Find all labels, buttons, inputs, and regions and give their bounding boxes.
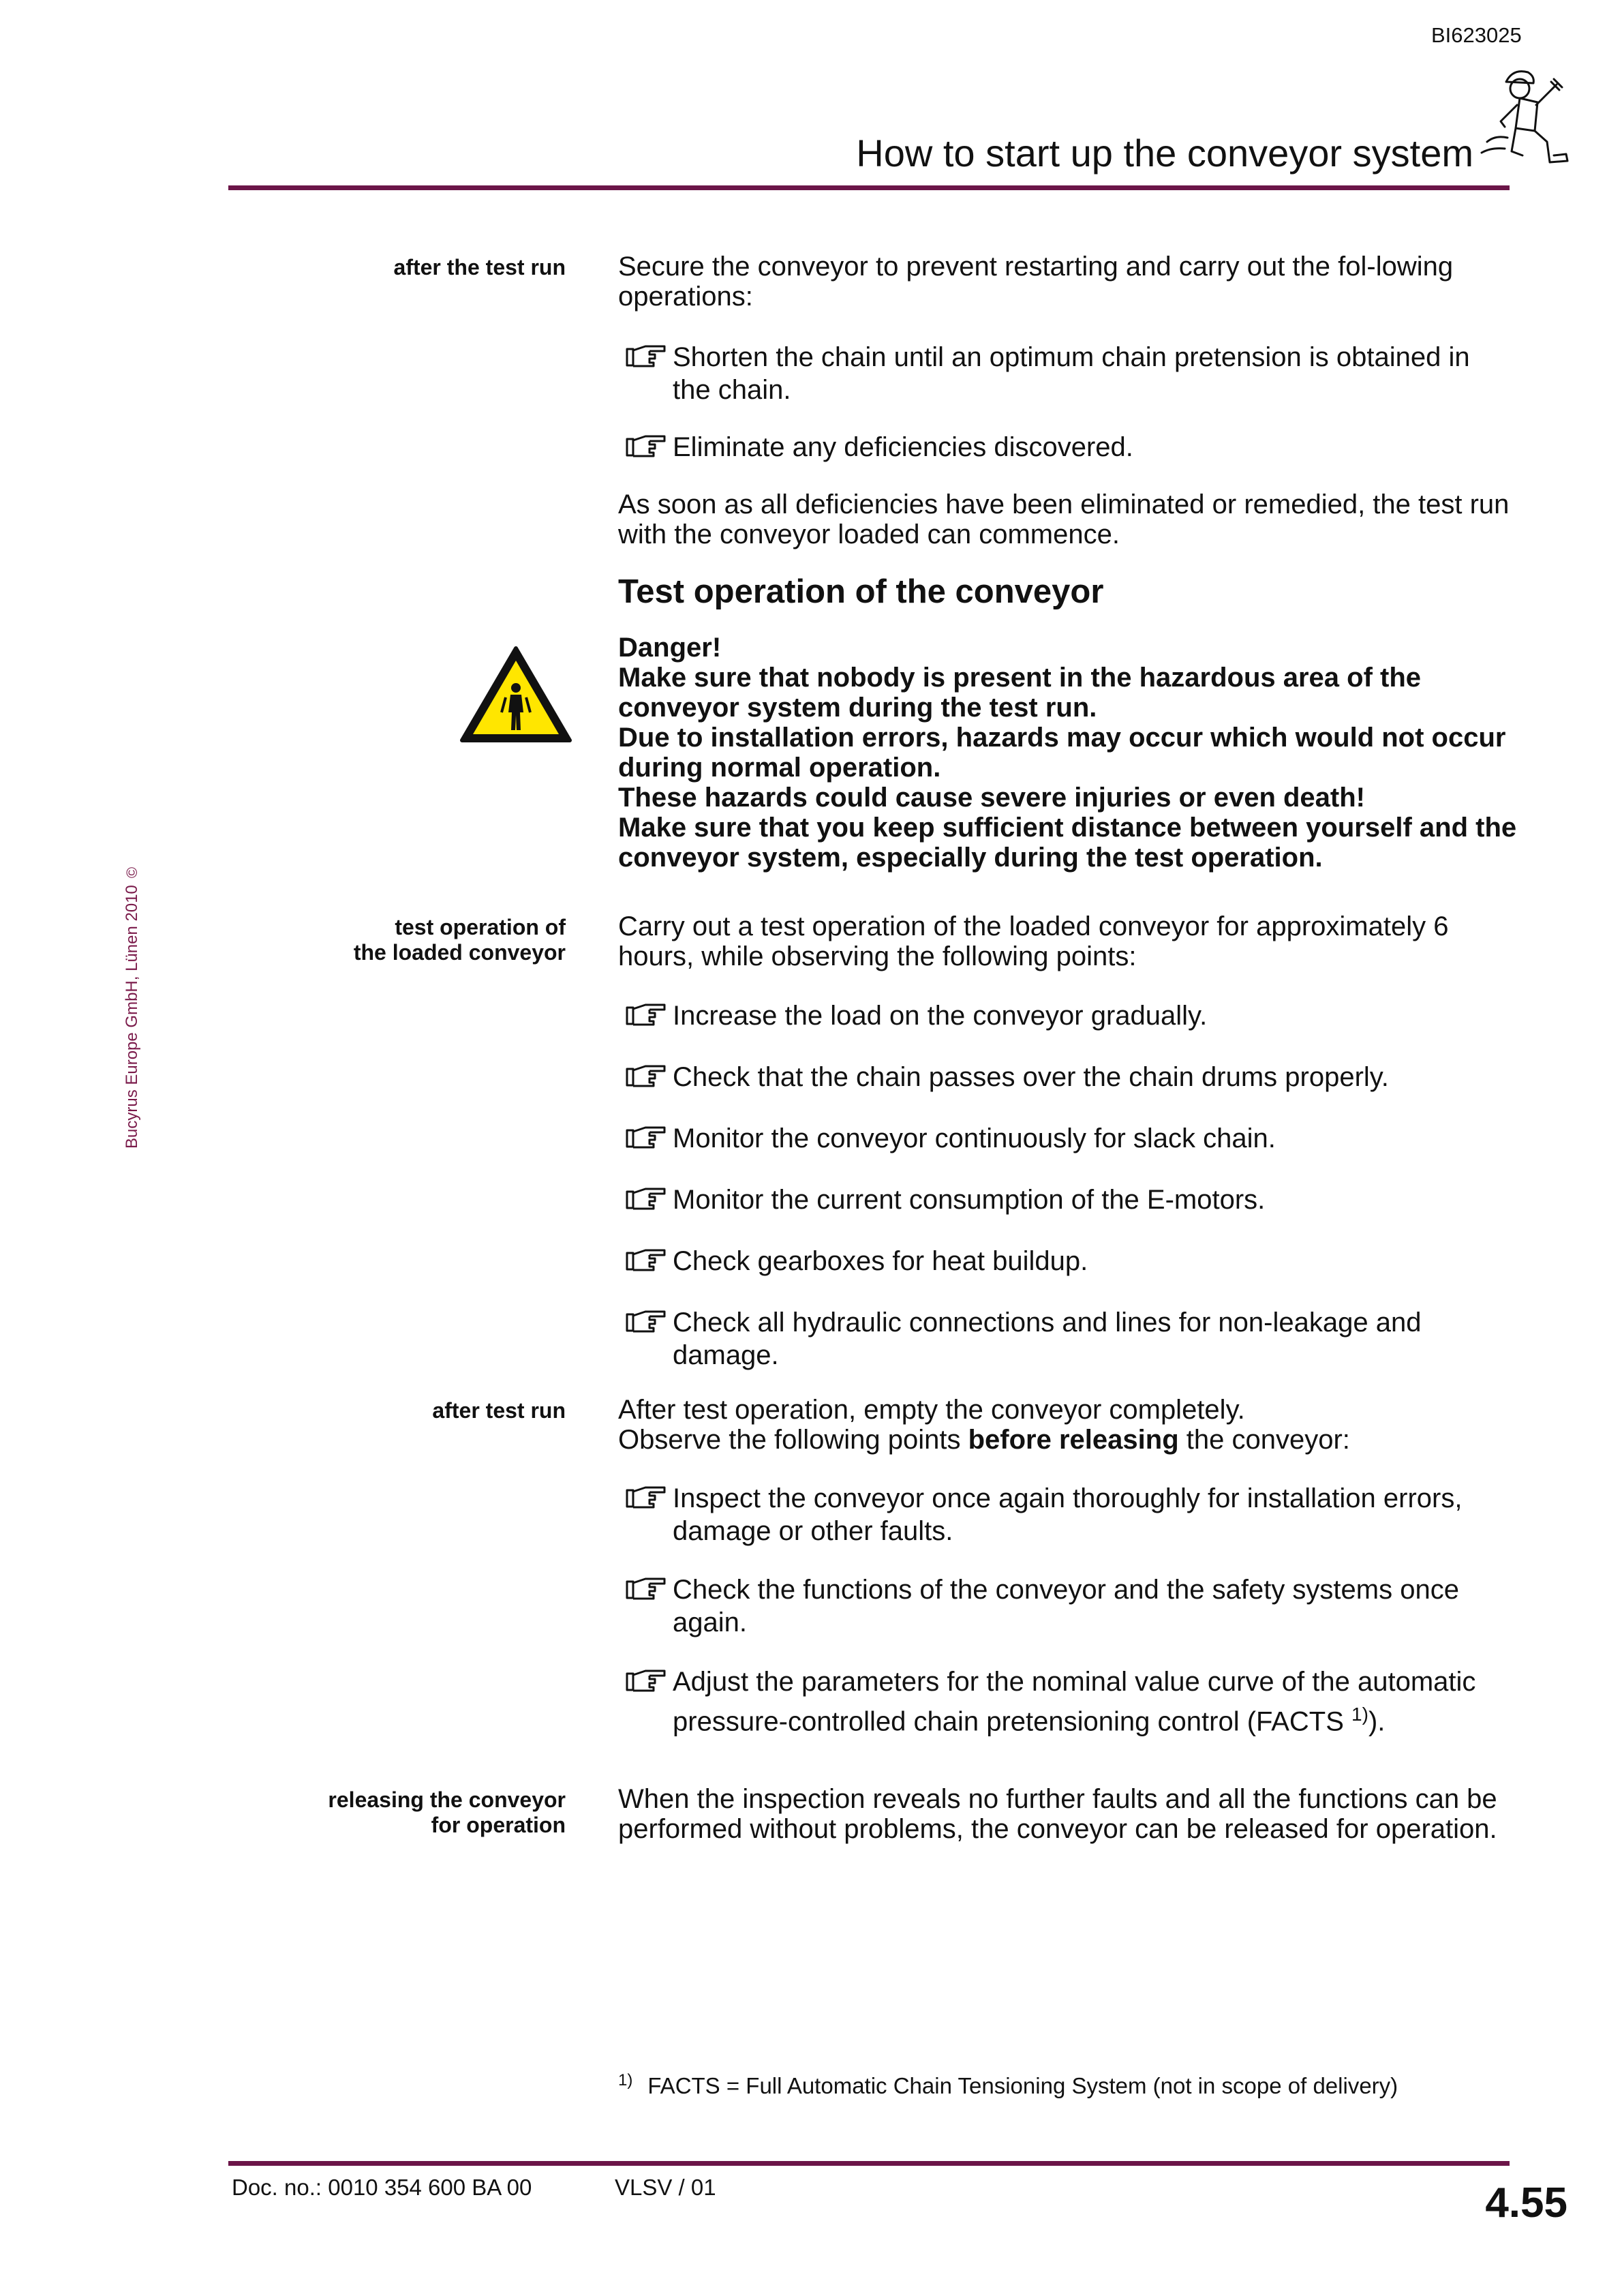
bullet-text: Inspect the conveyor once again thoroughly for installation errors, damage or other faults. [673,1483,1463,1546]
pointing-hand-icon [625,1309,667,1336]
footer-version: VLSV / 01 [615,2175,716,2200]
section-heading: Test operation of the conveyor [618,573,1104,610]
page-number: 4.55 [1485,2179,1567,2226]
pointing-hand-icon [625,1668,667,1695]
section2-intro: Carry out a test operation of the loaded conveyor for approximately 6 hours, while observing the following points: [618,911,1449,971]
pointing-hand-icon [625,434,667,461]
margin-label-line: for operation [431,1813,566,1837]
bullet-text-main: Adjust the parameters for the nominal value curve of the automatic pressure-controlled chain pretensioning control (FACTS [673,1667,1476,1737]
margin-label-line: releasing the conveyor [328,1787,566,1812]
section3-intro [618,1395,1514,1455]
margin-label-releasing [232,1787,566,1838]
bullet-text: Check the functions of the conveyor and the safety systems once again. [673,1575,1459,1637]
section3-line-pre: Observe the following points [618,1425,968,1455]
pointing-hand-icon [625,1125,667,1152]
section4-text: When the inspection reveals no further faults and all the functions can be performed without problems, the conveyor can be released for operation. [618,1784,1497,1844]
pointing-hand-icon [625,1248,667,1275]
list-item [625,1183,1514,1216]
bullet-text-end: ). [1368,1706,1386,1737]
bullet-text: Check that the chain passes over the chain drums properly. [673,1062,1389,1092]
section3-line-post: the conveyor: [1178,1425,1350,1455]
bullet-text: Monitor the current consumption of the E-motors. [673,1185,1266,1215]
list-item [625,1306,1514,1372]
section1-closing: As soon as all deficiencies have been eliminated or remedied, the test run with the conveyor loaded can commence. [618,489,1510,549]
list-item [625,1122,1514,1155]
list-item [625,1245,1514,1278]
margin-label-line: the loaded conveyor [353,940,566,965]
bullet-text: Check all hydraulic connections and lines for non-leakage and damage. [673,1308,1422,1370]
pointing-hand-icon [625,1186,667,1213]
document-id: BI623025 [1431,23,1522,47]
list-item [625,999,1514,1032]
list-item [625,1573,1514,1639]
section3-emphasis: before releasing [968,1425,1179,1455]
footnote [618,2071,1398,2099]
bullet-text: Eliminate any deficiencies discovered. [673,432,1133,462]
list-item [625,1061,1514,1093]
footer-rule [228,2161,1510,2166]
margin-label-after-test-run: after test run [432,1398,566,1423]
copyright-note [123,867,142,1149]
pointing-hand-icon [625,1485,667,1512]
copyright-text: Bucyrus Europe GmbH, Lünen 2010 [123,885,141,1149]
list-item [625,341,1514,406]
section3-line: After test operation, empty the conveyor completely. [618,1395,1245,1425]
margin-label-test-operation [232,915,566,965]
list-item [625,431,1514,464]
footnote-text: FACTS = Full Automatic Chain Tensioning System (not in scope of delivery) [647,2073,1398,2098]
footer-doc-number: Doc. no.: 0010 354 600 BA 00 [232,2175,532,2200]
bullet-text [673,1665,1514,1738]
pointing-hand-icon [625,1002,667,1029]
bullet-text: Monitor the conveyor continuously for slack chain. [673,1123,1276,1153]
list-item [625,1482,1514,1547]
header-rule [228,185,1510,190]
copyright-symbol: © [123,866,140,879]
danger-line: These hazards could cause severe injuries or even death! [618,783,1365,813]
pointing-hand-icon [625,344,667,371]
pointing-hand-icon [625,1576,667,1603]
margin-label-line: test operation of [395,915,566,939]
footnote-reference: 1) [1351,1704,1368,1725]
page-title: How to start up the conveyor system [856,132,1473,175]
bullet-text: Check gearboxes for heat buildup. [673,1246,1088,1276]
danger-line: Due to installation errors, hazards may occur which would not occur during normal operation. [618,723,1506,783]
bullet-text: Shorten the chain until an optimum chain pretension is obtained in the chain. [673,342,1470,405]
footnote-marker: 1) [618,2071,633,2089]
list-item [625,1665,1514,1738]
hazard-warning-triangle-icon [458,644,574,745]
danger-line: Make sure that you keep sufficient distance between yourself and the conveyor system, especially during the test operation. [618,813,1517,873]
danger-title: Danger! [618,633,722,663]
danger-notice [618,633,1518,873]
danger-line: Make sure that nobody is present in the hazardous area of the conveyor system during the test run. [618,663,1422,723]
worker-with-wrench-icon [1478,60,1578,175]
pointing-hand-icon [625,1063,667,1091]
section1-intro: Secure the conveyor to prevent restarting and carry out the fol-lowing operations: [618,252,1454,312]
bullet-text: Increase the load on the conveyor gradually. [673,1001,1208,1031]
margin-label-after-test-run: after the test run [393,255,566,280]
